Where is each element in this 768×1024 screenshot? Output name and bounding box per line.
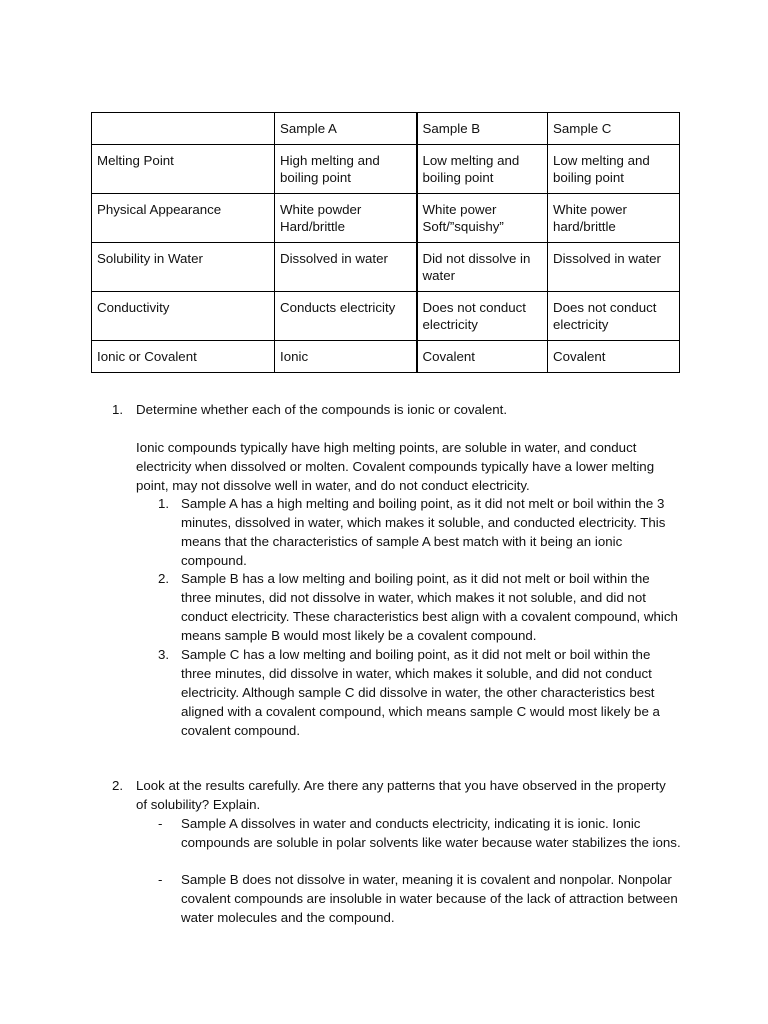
table-row	[92, 243, 680, 292]
list-marker: 3.	[158, 647, 170, 662]
cell-line: White power	[422, 202, 497, 217]
intro-paragraph: Ionic compounds typically have high melting points, are soluble in water, and conduct electricity when dissolved or molten. Covalent compounds typically have a lower melting point, may not dissolve well in water, and do not conduct electricity.	[136, 440, 655, 493]
list-item-text: Sample A has a high melting and boiling point, as it did not melt or boil within the 3 minutes, dissolved in water, which makes it soluble, and conducted electricity. This means that the characteristics of sample A best match with it being an ionic compound.	[181, 496, 666, 568]
table-cell: Dissolved in water	[275, 243, 417, 292]
table-row	[92, 292, 680, 341]
list-marker: -	[158, 816, 163, 831]
table-row	[92, 194, 680, 243]
list-marker: 1.	[158, 496, 170, 511]
cell-line: Hard/brittle	[280, 219, 346, 234]
table-cell: Covalent	[548, 341, 680, 373]
table-cell: Covalent	[417, 341, 548, 373]
table-cell	[548, 194, 680, 243]
properties-table	[91, 112, 680, 373]
list-item-text: Sample A dissolves in water and conducts electricity, indicating it is ionic. Ionic compounds are soluble in polar solvents like water because water stabilizes the ions.	[181, 816, 681, 850]
table-row	[92, 341, 680, 373]
list-item-text: Sample B has a low melting and boiling point, as it did not melt or boil within the three minutes, did not dissolve in water, which makes it not soluble, and did not conduct electricity. These characteristics best align with a covalent compound, which means sample B would most likely be a covalent compound.	[181, 571, 678, 643]
question-number: 1.	[112, 402, 124, 417]
table-cell: Does not conduct electricity	[548, 292, 680, 341]
row-label: Solubility in Water	[92, 243, 275, 292]
table-cell: Does not conduct electricity	[417, 292, 548, 341]
list-marker: 2.	[158, 571, 170, 586]
table-row	[92, 145, 680, 194]
row-label: Melting Point	[92, 145, 275, 194]
table-header-cell: Sample A	[275, 113, 417, 145]
cell-line: Soft/”squishy”	[422, 219, 504, 234]
cell-line: White power	[553, 202, 627, 217]
table-header-row	[92, 113, 680, 145]
question-number: 2.	[112, 778, 124, 793]
table-cell	[275, 194, 417, 243]
question-prompt: Look at the results carefully. Are there any patterns that you have observed in the property of solubility? Explain.	[136, 778, 666, 812]
table-cell: Did not dissolve in water	[417, 243, 548, 292]
cell-line: hard/brittle	[553, 219, 616, 234]
list-item-text: Sample B does not dissolve in water, meaning it is covalent and nonpolar. Nonpolar covalent compounds are insoluble in water because of the lack of attraction between water molecules and the compound.	[181, 872, 678, 925]
list-item-text: Sample C has a low melting and boiling point, as it did not melt or boil within the three minutes, did dissolve in water, which makes it soluble, and did not conduct electricity. Although sample C did dissolve in water, the other characteristics best aligned with a covalent compound, which means sample C would most likely be a covalent compound.	[181, 647, 660, 738]
table-cell: Ionic	[275, 341, 417, 373]
question-prompt: Determine whether each of the compounds is ionic or covalent.	[136, 402, 508, 417]
table-cell: High melting and boiling point	[275, 145, 417, 194]
row-label: Ionic or Covalent	[92, 341, 275, 373]
row-label: Conductivity	[92, 292, 275, 341]
table-cell: Dissolved in water	[548, 243, 680, 292]
table-cell: Low melting and boiling point	[548, 145, 680, 194]
table-header-cell: Sample B	[417, 113, 548, 145]
table-header-cell: Sample C	[548, 113, 680, 145]
table-cell	[417, 194, 548, 243]
cell-line: White powder	[280, 202, 362, 217]
list-marker: -	[158, 872, 163, 887]
table-cell: Conducts electricity	[275, 292, 417, 341]
table-cell: Low melting and boiling point	[417, 145, 548, 194]
table-header-cell	[92, 113, 275, 145]
row-label: Physical Appearance	[92, 194, 275, 243]
